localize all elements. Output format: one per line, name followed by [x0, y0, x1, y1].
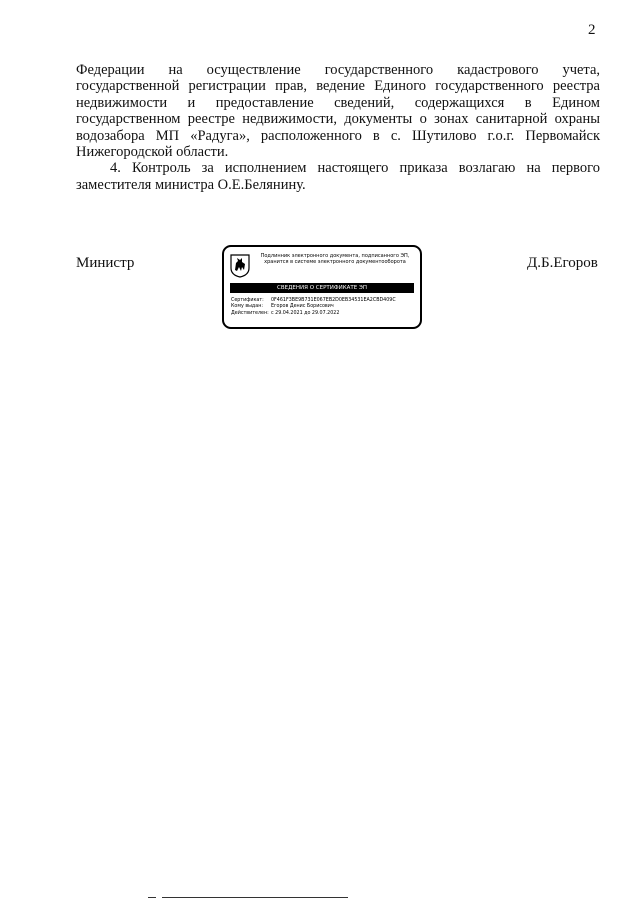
- issued-to-label: Кому выдан:: [231, 304, 263, 310]
- issued-to-value: Егоров Денис Борисович: [271, 304, 334, 310]
- stamp-header-line2: хранится в системе электронного документооборота: [264, 259, 406, 266]
- stamp-header-line1: Подлинник электронного документа, подписанного ЭП,: [260, 253, 410, 259]
- valid-row: [231, 311, 396, 317]
- page-number: 2: [588, 22, 596, 38]
- bottom-dash: [148, 897, 156, 898]
- signer-name: Д.Б.Егоров: [527, 255, 598, 271]
- valid-value: с 29.04.2021 до 29.07.2022: [271, 310, 340, 316]
- document-body: [76, 62, 600, 193]
- coat-of-arms-icon: [230, 254, 250, 278]
- certificate-label: Сертификат:: [231, 298, 264, 303]
- stamp-header: [252, 253, 418, 266]
- paragraph-continued: Федерации на осуществление государственного кадастрового учета, государственной регистрации прав, ведение Единого государственного реестра недвижимости и предоставление сведений, содержащихся в Едином государственном реестре недвижимости, документы о зонах санитарной охраны водозабора МП «Радуга», расположенного в с. Шутилово г.о.г. Первомайск Нижегородской области.: [76, 62, 600, 161]
- paragraph-4: 4. Контроль за исполнением настоящего приказа возлагаю на первого заместителя министра О.Е.Белянину.: [76, 160, 600, 193]
- electronic-signature-stamp: [222, 245, 422, 329]
- stamp-title-bar: СВЕДЕНИЯ О СЕРТИФИКАТЕ ЭП: [230, 283, 414, 293]
- stamp-details: [231, 298, 396, 317]
- certificate-value: 0F461F3BE9B731E067EB2D0EB34531EA2CBD409C: [271, 298, 396, 303]
- signer-position: Министр: [76, 255, 135, 271]
- valid-label: Действителен:: [231, 310, 269, 316]
- bottom-rule: [162, 897, 348, 898]
